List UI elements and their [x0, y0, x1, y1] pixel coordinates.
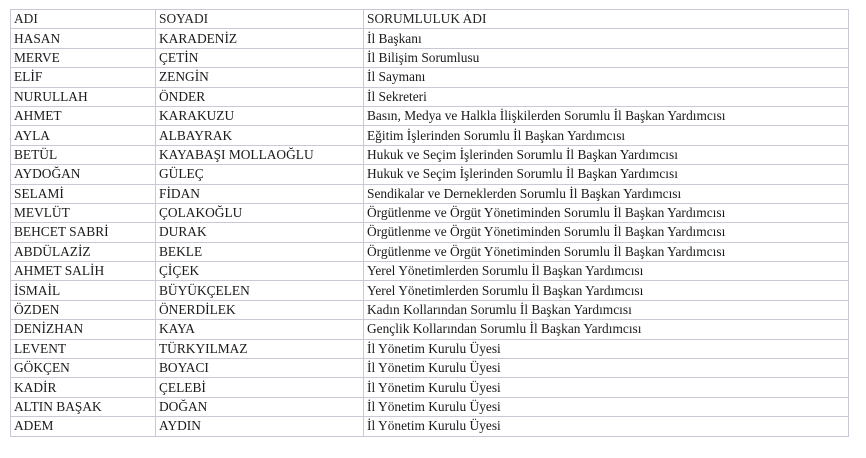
cell-last-name[interactable]: ÇOLAKOĞLU: [156, 203, 364, 222]
cell-last-name[interactable]: ÇİÇEK: [156, 262, 364, 281]
table-row: [11, 339, 849, 358]
cell-last-name[interactable]: KARAKUZU: [156, 106, 364, 125]
table-row: [11, 106, 849, 125]
cell-first-name[interactable]: MERVE: [11, 48, 156, 67]
cell-last-name[interactable]: ÇELEBİ: [156, 378, 364, 397]
cell-role[interactable]: Gençlik Kollarından Sorumlu İl Başkan Yardımcısı: [364, 320, 849, 339]
cell-role[interactable]: Eğitim İşlerinden Sorumlu İl Başkan Yardımcısı: [364, 126, 849, 145]
members-table: [10, 9, 849, 437]
cell-last-name[interactable]: BEKLE: [156, 242, 364, 261]
header-last-name[interactable]: SOYADI: [156, 10, 364, 29]
cell-last-name[interactable]: ÇETİN: [156, 48, 364, 67]
cell-role[interactable]: İl Yönetim Kurulu Üyesi: [364, 378, 849, 397]
cell-role[interactable]: İl Yönetim Kurulu Üyesi: [364, 359, 849, 378]
cell-role[interactable]: İl Başkanı: [364, 29, 849, 48]
table-row: [11, 48, 849, 67]
cell-role[interactable]: Sendikalar ve Derneklerden Sorumlu İl Başkan Yardımcısı: [364, 184, 849, 203]
cell-first-name[interactable]: GÖKÇEN: [11, 359, 156, 378]
table-row: [11, 300, 849, 319]
cell-first-name[interactable]: ABDÜLAZİZ: [11, 242, 156, 261]
cell-role[interactable]: Kadın Kollarından Sorumlu İl Başkan Yardımcısı: [364, 300, 849, 319]
table-body: [11, 10, 849, 437]
cell-role[interactable]: İl Bilişim Sorumlusu: [364, 48, 849, 67]
cell-last-name[interactable]: ÖNERDİLEK: [156, 300, 364, 319]
cell-last-name[interactable]: ÖNDER: [156, 87, 364, 106]
cell-first-name[interactable]: ELİF: [11, 68, 156, 87]
table-row: [11, 145, 849, 164]
cell-first-name[interactable]: İSMAİL: [11, 281, 156, 300]
cell-role[interactable]: İl Yönetim Kurulu Üyesi: [364, 397, 849, 416]
cell-first-name[interactable]: AYLA: [11, 126, 156, 145]
cell-role[interactable]: Örgütlenme ve Örgüt Yönetiminden Sorumlu İl Başkan Yardımcısı: [364, 242, 849, 261]
table-row: [11, 359, 849, 378]
header-role[interactable]: SORUMLULUK ADI: [364, 10, 849, 29]
cell-last-name[interactable]: ALBAYRAK: [156, 126, 364, 145]
cell-last-name[interactable]: BOYACI: [156, 359, 364, 378]
table-row: [11, 68, 849, 87]
table-row: [11, 320, 849, 339]
cell-last-name[interactable]: ZENGİN: [156, 68, 364, 87]
cell-first-name[interactable]: HASAN: [11, 29, 156, 48]
cell-first-name[interactable]: SELAMİ: [11, 184, 156, 203]
table-row: [11, 242, 849, 261]
cell-first-name[interactable]: ADEM: [11, 417, 156, 436]
cell-first-name[interactable]: DENİZHAN: [11, 320, 156, 339]
cell-role[interactable]: Yerel Yönetimlerden Sorumlu İl Başkan Yardımcısı: [364, 262, 849, 281]
cell-last-name[interactable]: KARADENİZ: [156, 29, 364, 48]
cell-first-name[interactable]: KADİR: [11, 378, 156, 397]
cell-last-name[interactable]: AYDIN: [156, 417, 364, 436]
header-row: [11, 10, 849, 29]
table-row: [11, 29, 849, 48]
table-row: [11, 165, 849, 184]
cell-role[interactable]: İl Saymanı: [364, 68, 849, 87]
table-row: [11, 126, 849, 145]
cell-first-name[interactable]: ALTIN BAŞAK: [11, 397, 156, 416]
cell-role[interactable]: İl Yönetim Kurulu Üyesi: [364, 417, 849, 436]
cell-role[interactable]: İl Sekreteri: [364, 87, 849, 106]
cell-first-name[interactable]: AHMET SALİH: [11, 262, 156, 281]
members-sheet: [10, 9, 848, 436]
cell-role[interactable]: Yerel Yönetimlerden Sorumlu İl Başkan Yardımcısı: [364, 281, 849, 300]
cell-last-name[interactable]: FİDAN: [156, 184, 364, 203]
table-row: [11, 184, 849, 203]
cell-first-name[interactable]: BEHCET SABRİ: [11, 223, 156, 242]
cell-last-name[interactable]: DURAK: [156, 223, 364, 242]
cell-first-name[interactable]: MEVLÜT: [11, 203, 156, 222]
table-row: [11, 417, 849, 436]
cell-last-name[interactable]: BÜYÜKÇELEN: [156, 281, 364, 300]
cell-last-name[interactable]: TÜRKYILMAZ: [156, 339, 364, 358]
cell-role[interactable]: Örgütlenme ve Örgüt Yönetiminden Sorumlu İl Başkan Yardımcısı: [364, 203, 849, 222]
cell-last-name[interactable]: KAYABAŞI MOLLAOĞLU: [156, 145, 364, 164]
cell-role[interactable]: Basın, Medya ve Halkla İlişkilerden Sorumlu İl Başkan Yardımcısı: [364, 106, 849, 125]
cell-first-name[interactable]: ÖZDEN: [11, 300, 156, 319]
header-first-name[interactable]: ADI: [11, 10, 156, 29]
cell-first-name[interactable]: BETÜL: [11, 145, 156, 164]
cell-first-name[interactable]: NURULLAH: [11, 87, 156, 106]
cell-role[interactable]: Hukuk ve Seçim İşlerinden Sorumlu İl Başkan Yardımcısı: [364, 165, 849, 184]
table-row: [11, 397, 849, 416]
cell-first-name[interactable]: LEVENT: [11, 339, 156, 358]
table-row: [11, 203, 849, 222]
table-row: [11, 87, 849, 106]
table-row: [11, 223, 849, 242]
cell-role[interactable]: İl Yönetim Kurulu Üyesi: [364, 339, 849, 358]
table-row: [11, 262, 849, 281]
cell-last-name[interactable]: DOĞAN: [156, 397, 364, 416]
cell-first-name[interactable]: AHMET: [11, 106, 156, 125]
cell-last-name[interactable]: GÜLEÇ: [156, 165, 364, 184]
cell-role[interactable]: Örgütlenme ve Örgüt Yönetiminden Sorumlu İl Başkan Yardımcısı: [364, 223, 849, 242]
table-row: [11, 281, 849, 300]
table-row: [11, 378, 849, 397]
cell-role[interactable]: Hukuk ve Seçim İşlerinden Sorumlu İl Başkan Yardımcısı: [364, 145, 849, 164]
cell-last-name[interactable]: KAYA: [156, 320, 364, 339]
cell-first-name[interactable]: AYDOĞAN: [11, 165, 156, 184]
